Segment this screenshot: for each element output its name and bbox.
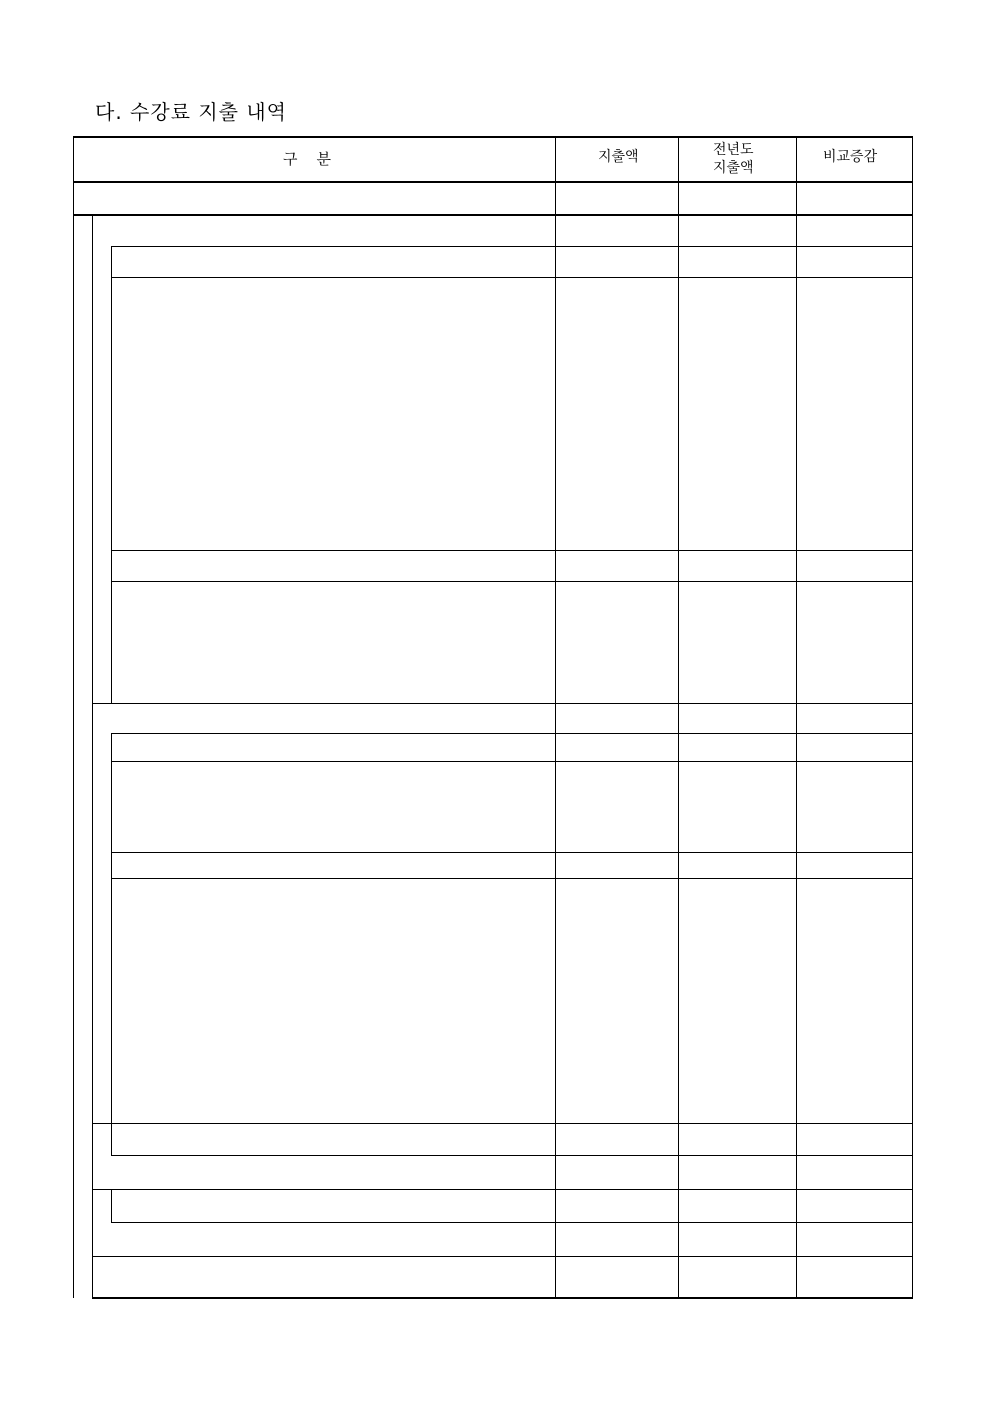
table-rule (111, 246, 913, 247)
header-prev-line2: 지출액 (713, 160, 754, 176)
table-rule (111, 852, 913, 853)
table-rule (111, 878, 913, 879)
page-title: 다. 수강료 지출 내역 (95, 100, 287, 124)
table-rule (111, 761, 913, 762)
table-rule (111, 1222, 913, 1223)
header-prev-line1: 전년도 (713, 142, 754, 158)
table-rule (111, 733, 913, 734)
table-rule (111, 581, 913, 582)
table-rule (111, 733, 112, 1123)
table-rule (92, 1256, 913, 1257)
table-rule (92, 703, 913, 704)
table-rule (73, 136, 913, 138)
table-rule (111, 1155, 913, 1156)
table-rule (111, 1189, 112, 1222)
table-rule (111, 1123, 112, 1155)
table-rule (92, 1298, 913, 1299)
header-background (73, 136, 913, 181)
total-row-background (73, 182, 555, 215)
header-category: 구 분 (283, 150, 332, 168)
header-amount: 지출액 (598, 149, 639, 165)
table-rule (92, 1123, 913, 1124)
table-rule (111, 277, 913, 278)
table-rule (111, 246, 112, 703)
table-rule (111, 550, 913, 551)
expense-table (73, 136, 913, 1298)
table-rule (92, 1189, 913, 1190)
total-row-background (556, 182, 913, 215)
table-rule (73, 136, 74, 1298)
table-rule (92, 1297, 913, 1298)
table-rule (73, 214, 913, 216)
table-rule (92, 215, 93, 1298)
table-rule (73, 181, 913, 183)
header-diff: 비교증감 (823, 149, 878, 165)
